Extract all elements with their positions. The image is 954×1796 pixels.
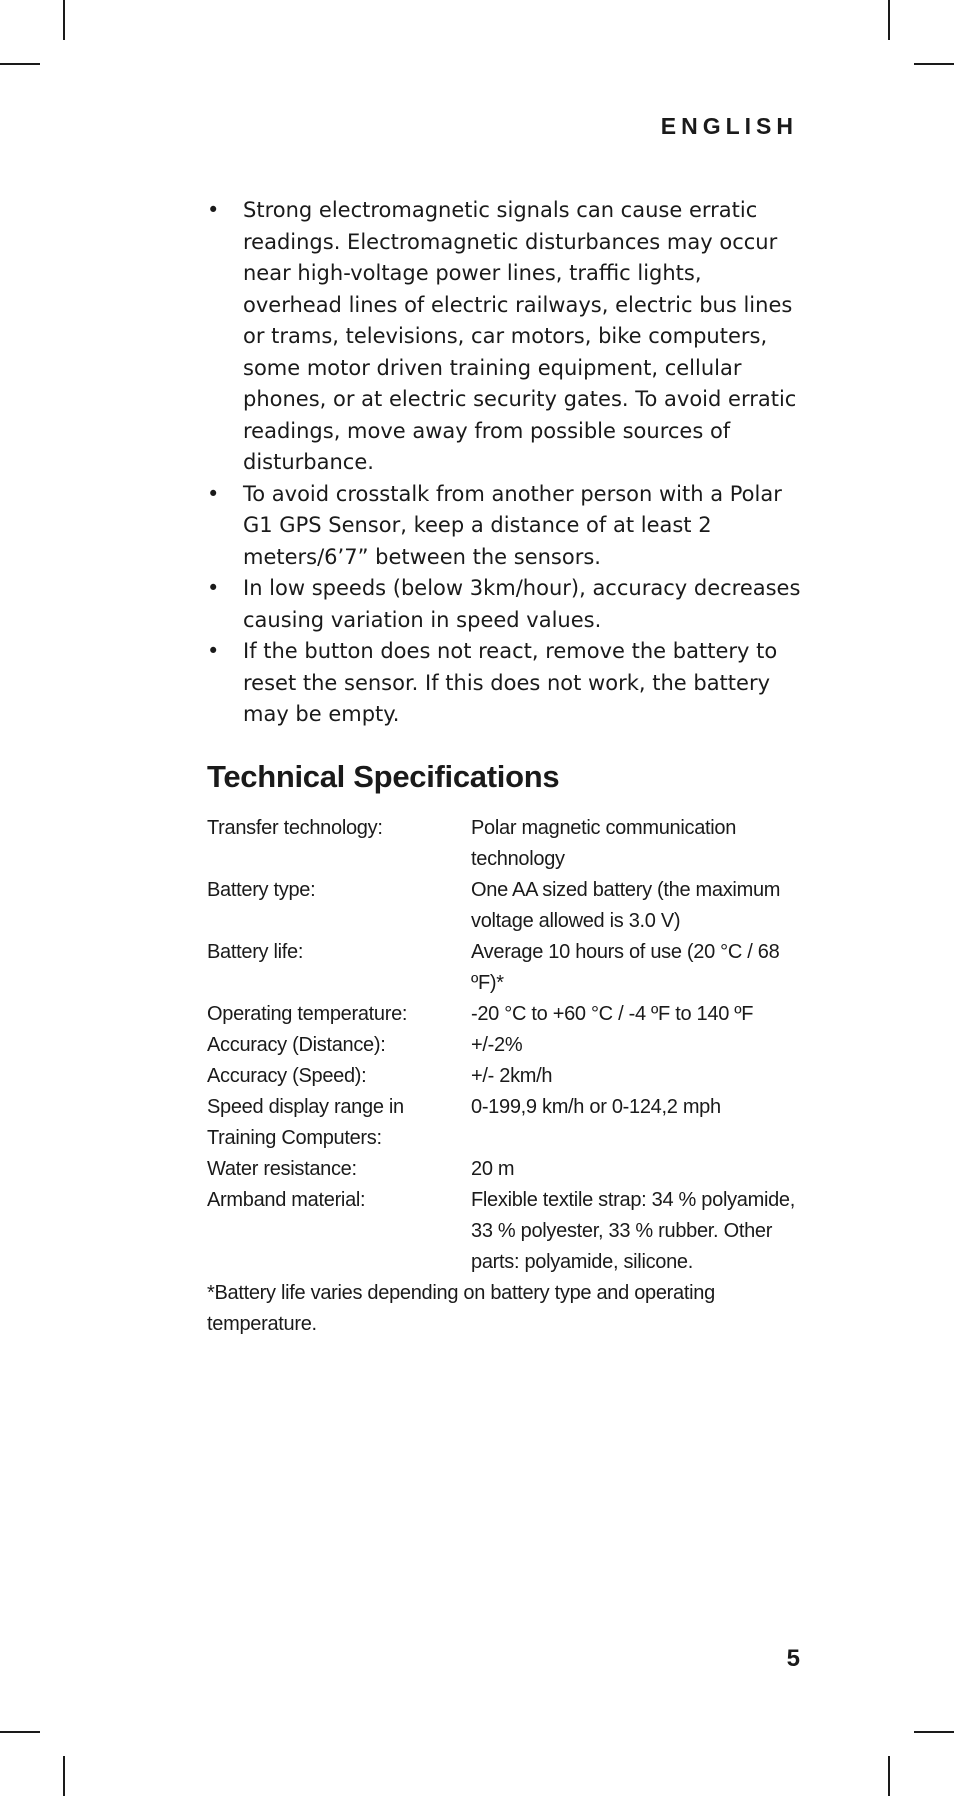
spec-value: 0-199,9 km/h or 0-124,2 mph <box>471 1095 721 1118</box>
table-row <box>207 875 807 937</box>
spec-value: -20 °C to +60 °C / -4 ºF to 140 ºF <box>471 1002 754 1025</box>
note-text: To avoid crosstalk from another person with a Polar G1 GPS Sensor, keep a distance of at least 2 meters/6’7” between the sensors. <box>243 481 782 569</box>
page-number: 5 <box>786 1645 800 1672</box>
table-row <box>207 1185 807 1278</box>
spec-value: 20 m <box>471 1157 515 1180</box>
spec-label: Accuracy (Speed): <box>207 1064 367 1087</box>
spec-label: Speed display range in Training Computers: <box>207 1095 404 1149</box>
footnote: *Battery life varies depending on battery type and operating temperature. <box>207 1281 715 1335</box>
note-text: Strong electromagnetic signals can cause erratic readings. Electromagnetic disturbances may occur near high-voltage power lines, traffic lights, overhead lines of electric railways, electric bus lines or trams, televisions, car motors, bike computers, some motor driven training equipment, cellular phones, or at electric security gates. To avoid erratic readings, move away from possible sources of disturbance. <box>243 198 797 474</box>
table-row <box>207 937 807 999</box>
crop-mark-bottom-left-vertical <box>63 1756 65 1796</box>
list-item <box>207 479 807 574</box>
spec-value: +/- 2km/h <box>471 1064 553 1087</box>
list-item <box>207 195 807 479</box>
spec-label: Water resistance: <box>207 1157 357 1180</box>
bullet-icon: • <box>207 576 220 600</box>
spec-label: Battery type: <box>207 878 316 901</box>
table-row <box>207 1154 807 1185</box>
bullet-icon: • <box>207 198 220 222</box>
spec-label: Transfer technology: <box>207 816 383 839</box>
crop-mark-top-left-horizontal <box>0 63 40 65</box>
list-item <box>207 636 807 731</box>
spec-table <box>207 813 807 1278</box>
language-header: ENGLISH <box>660 113 798 139</box>
spec-value: Flexible textile strap: 34 % polyamide, 33 % polyester, 33 % rubber. Other parts: polyamide, silicone. <box>471 1188 796 1273</box>
spec-value: Polar magnetic communication technology <box>471 816 737 870</box>
list-item <box>207 573 807 636</box>
crop-mark-top-left-vertical <box>63 0 65 40</box>
crop-mark-bottom-right-horizontal <box>914 1731 954 1733</box>
note-text: In low speeds (below 3km/hour), accuracy decreases causing variation in speed values. <box>243 576 801 632</box>
table-row <box>207 999 807 1030</box>
table-row <box>207 1061 807 1092</box>
spec-value: One AA sized battery (the maximum voltage allowed is 3.0 V) <box>471 878 781 932</box>
crop-mark-top-right-vertical <box>888 0 890 40</box>
table-row <box>207 813 807 875</box>
bullet-icon: • <box>207 481 220 506</box>
crop-mark-bottom-left-horizontal <box>0 1731 40 1733</box>
spec-label: Accuracy (Distance): <box>207 1033 386 1056</box>
spec-value: +/-2% <box>471 1033 523 1056</box>
spec-value: Average 10 hours of use (20 °C / 68 ºF)* <box>471 940 780 994</box>
spec-label: Battery life: <box>207 940 304 963</box>
spec-label: Operating temperature: <box>207 1002 408 1025</box>
page-content <box>207 195 807 1340</box>
section-title: Technical Specifications <box>207 758 560 794</box>
spec-label: Armband material: <box>207 1188 366 1211</box>
bullet-icon: • <box>207 639 220 663</box>
crop-mark-top-right-horizontal <box>914 63 954 65</box>
table-row <box>207 1030 807 1061</box>
note-text: If the button does not react, remove the battery to reset the sensor. If this does not work, the battery may be empty. <box>243 639 778 726</box>
crop-mark-bottom-right-vertical <box>888 1756 890 1796</box>
table-row <box>207 1092 807 1154</box>
notes-list <box>207 195 807 731</box>
